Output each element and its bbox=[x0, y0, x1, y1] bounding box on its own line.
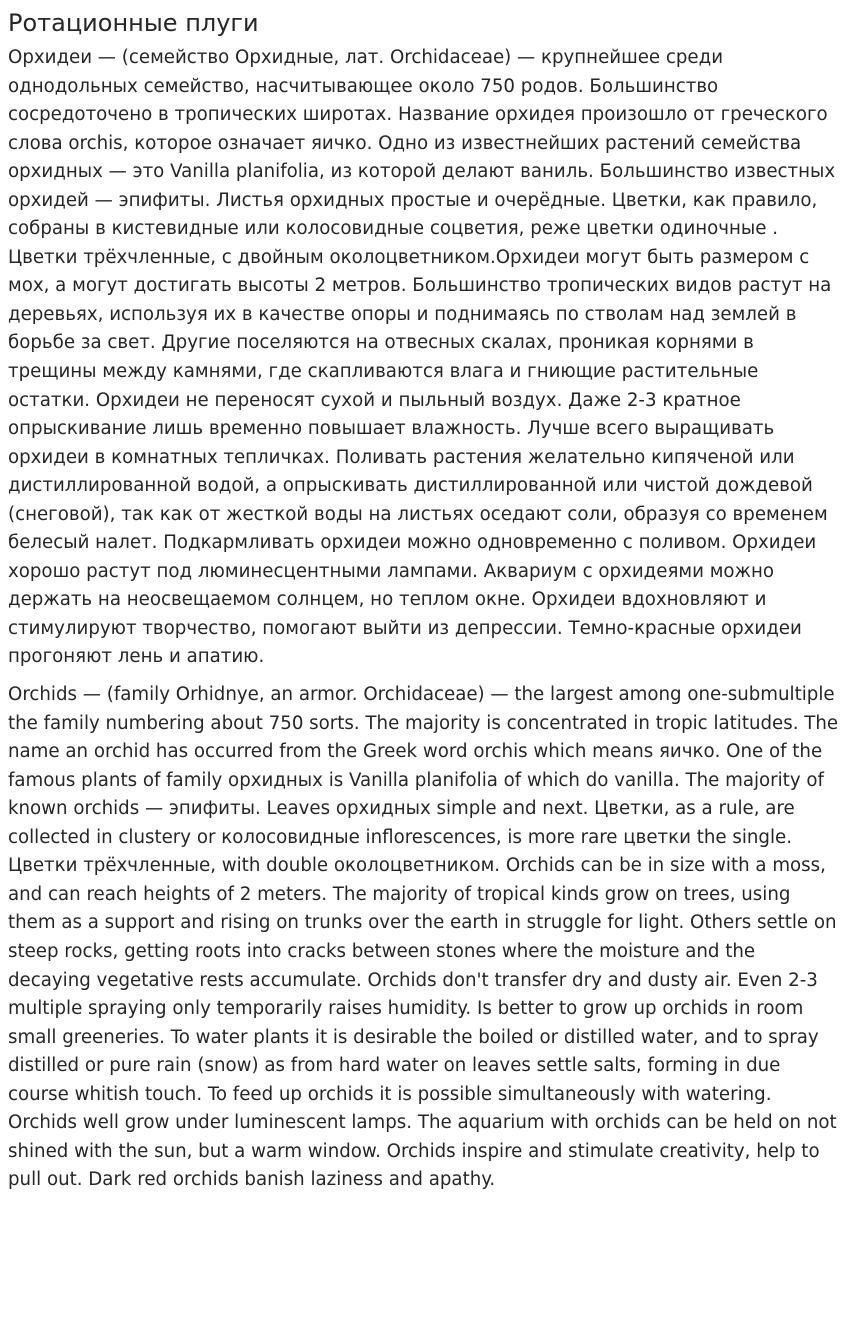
article-paragraph-russian: Орхидеи — (семейство Орхидные, лат. Orchidaceae) — крупнейшее среди однодольных семейство, насчитывающее около 750 родов. Большинство сосредоточено в тропических широтах. Название орхидея произошло от греческого слова orchis, которое означает яичко. Одно из известнейших растений семейства орхидных — это Vanilla planifolia, из которой делают ваниль. Большинство известных орхидей — эпифиты. Листья орхидных простые и очерёдные. Цветки, как правило, собраны в кистевидные или колосовидные соцветия, реже цветки одиночные . Цветки трёхчленные, с двойным околоцветником.Орхидеи могут быть размером с мох, а могут достигать высоты 2 метров. Большинство тропических видов растут на деревьях, используя их в качестве опоры и поднимаясь по стволам над землей в борьбе за свет. Другие поселяются на отвесных скалах, проникая корнями в трещины между камнями, где скапливаются влага и гниющие растительные остатки. Орхидеи не переносят сухой и пыльный воздух. Даже 2-3 кратное опрыскивание лишь временно повышает влажность. Лучше всего выращивать орхидеи в комнатных тепличках. Поливать растения желательно кипяченой или дистиллированной водой, а опрыскивать дистиллированной или чистой дождевой (снеговой), так как от жесткой воды на листьях оседают соли, образуя со временем белесый налет. Подкармливать орхидеи можно одновременно с поливом. Орхидеи хорошо растут под люминесцентными лампами. Аквариум с орхидеями можно держать на неосвещаемом солнцем, но теплом окне. Орхидеи вдохновляют и стимулируют творчество, помогают выйти из депрессии. Темно-красные орхидеи прогоняют лень и апатию. bbox=[8, 47, 836, 668]
page-title: Ротационные плуги bbox=[8, 9, 259, 37]
article-paragraph-english: Orchids — (family Orhidnye, an armor. Orchidaceae) — the largest among one-submultiple the family numbering about 750 sorts. The majority is concentrated in tropic latitudes. The name an orchid has occurred from the Greek word orchis which means яичко. One of the famous plants of family орхидных is Vanilla planifolia of which do vanilla. The majority of known orchids — эпифиты. Leaves орхидных simple and next. Цветки, as a rule, are collected in clustery or колосовидные inflorescences, is more rare цветки the single. Цветки трёхчленные, with double околоцветником. Orchids can be in size with a moss, and can reach heights of 2 meters. The majority of tropical kinds grow on trees, using them as a support and rising on trunks over the earth in struggle for light. Others settle on steep rocks, getting roots into cracks between stones where the moisture and the decaying vegetative rests accumulate. Orchids don't transfer dry and dusty air. Even 2-3 multiple spraying only temporarily raises humidity. Is better to grow up orchids in room small greeneries. To water plants it is desirable the boiled or distilled water, and to spray distilled or pure rain (snow) as from hard water on leaves settle salts, forming in due course whitish touch. To feed up orchids it is possible simultaneously with watering. Orchids well grow under luminescent lamps. The aquarium with orchids can be held on not shined with the sun, but a warm window. Orchids inspire and stimulate creativity, help to pull out. Dark red orchids banish laziness and apathy. bbox=[8, 684, 839, 1191]
